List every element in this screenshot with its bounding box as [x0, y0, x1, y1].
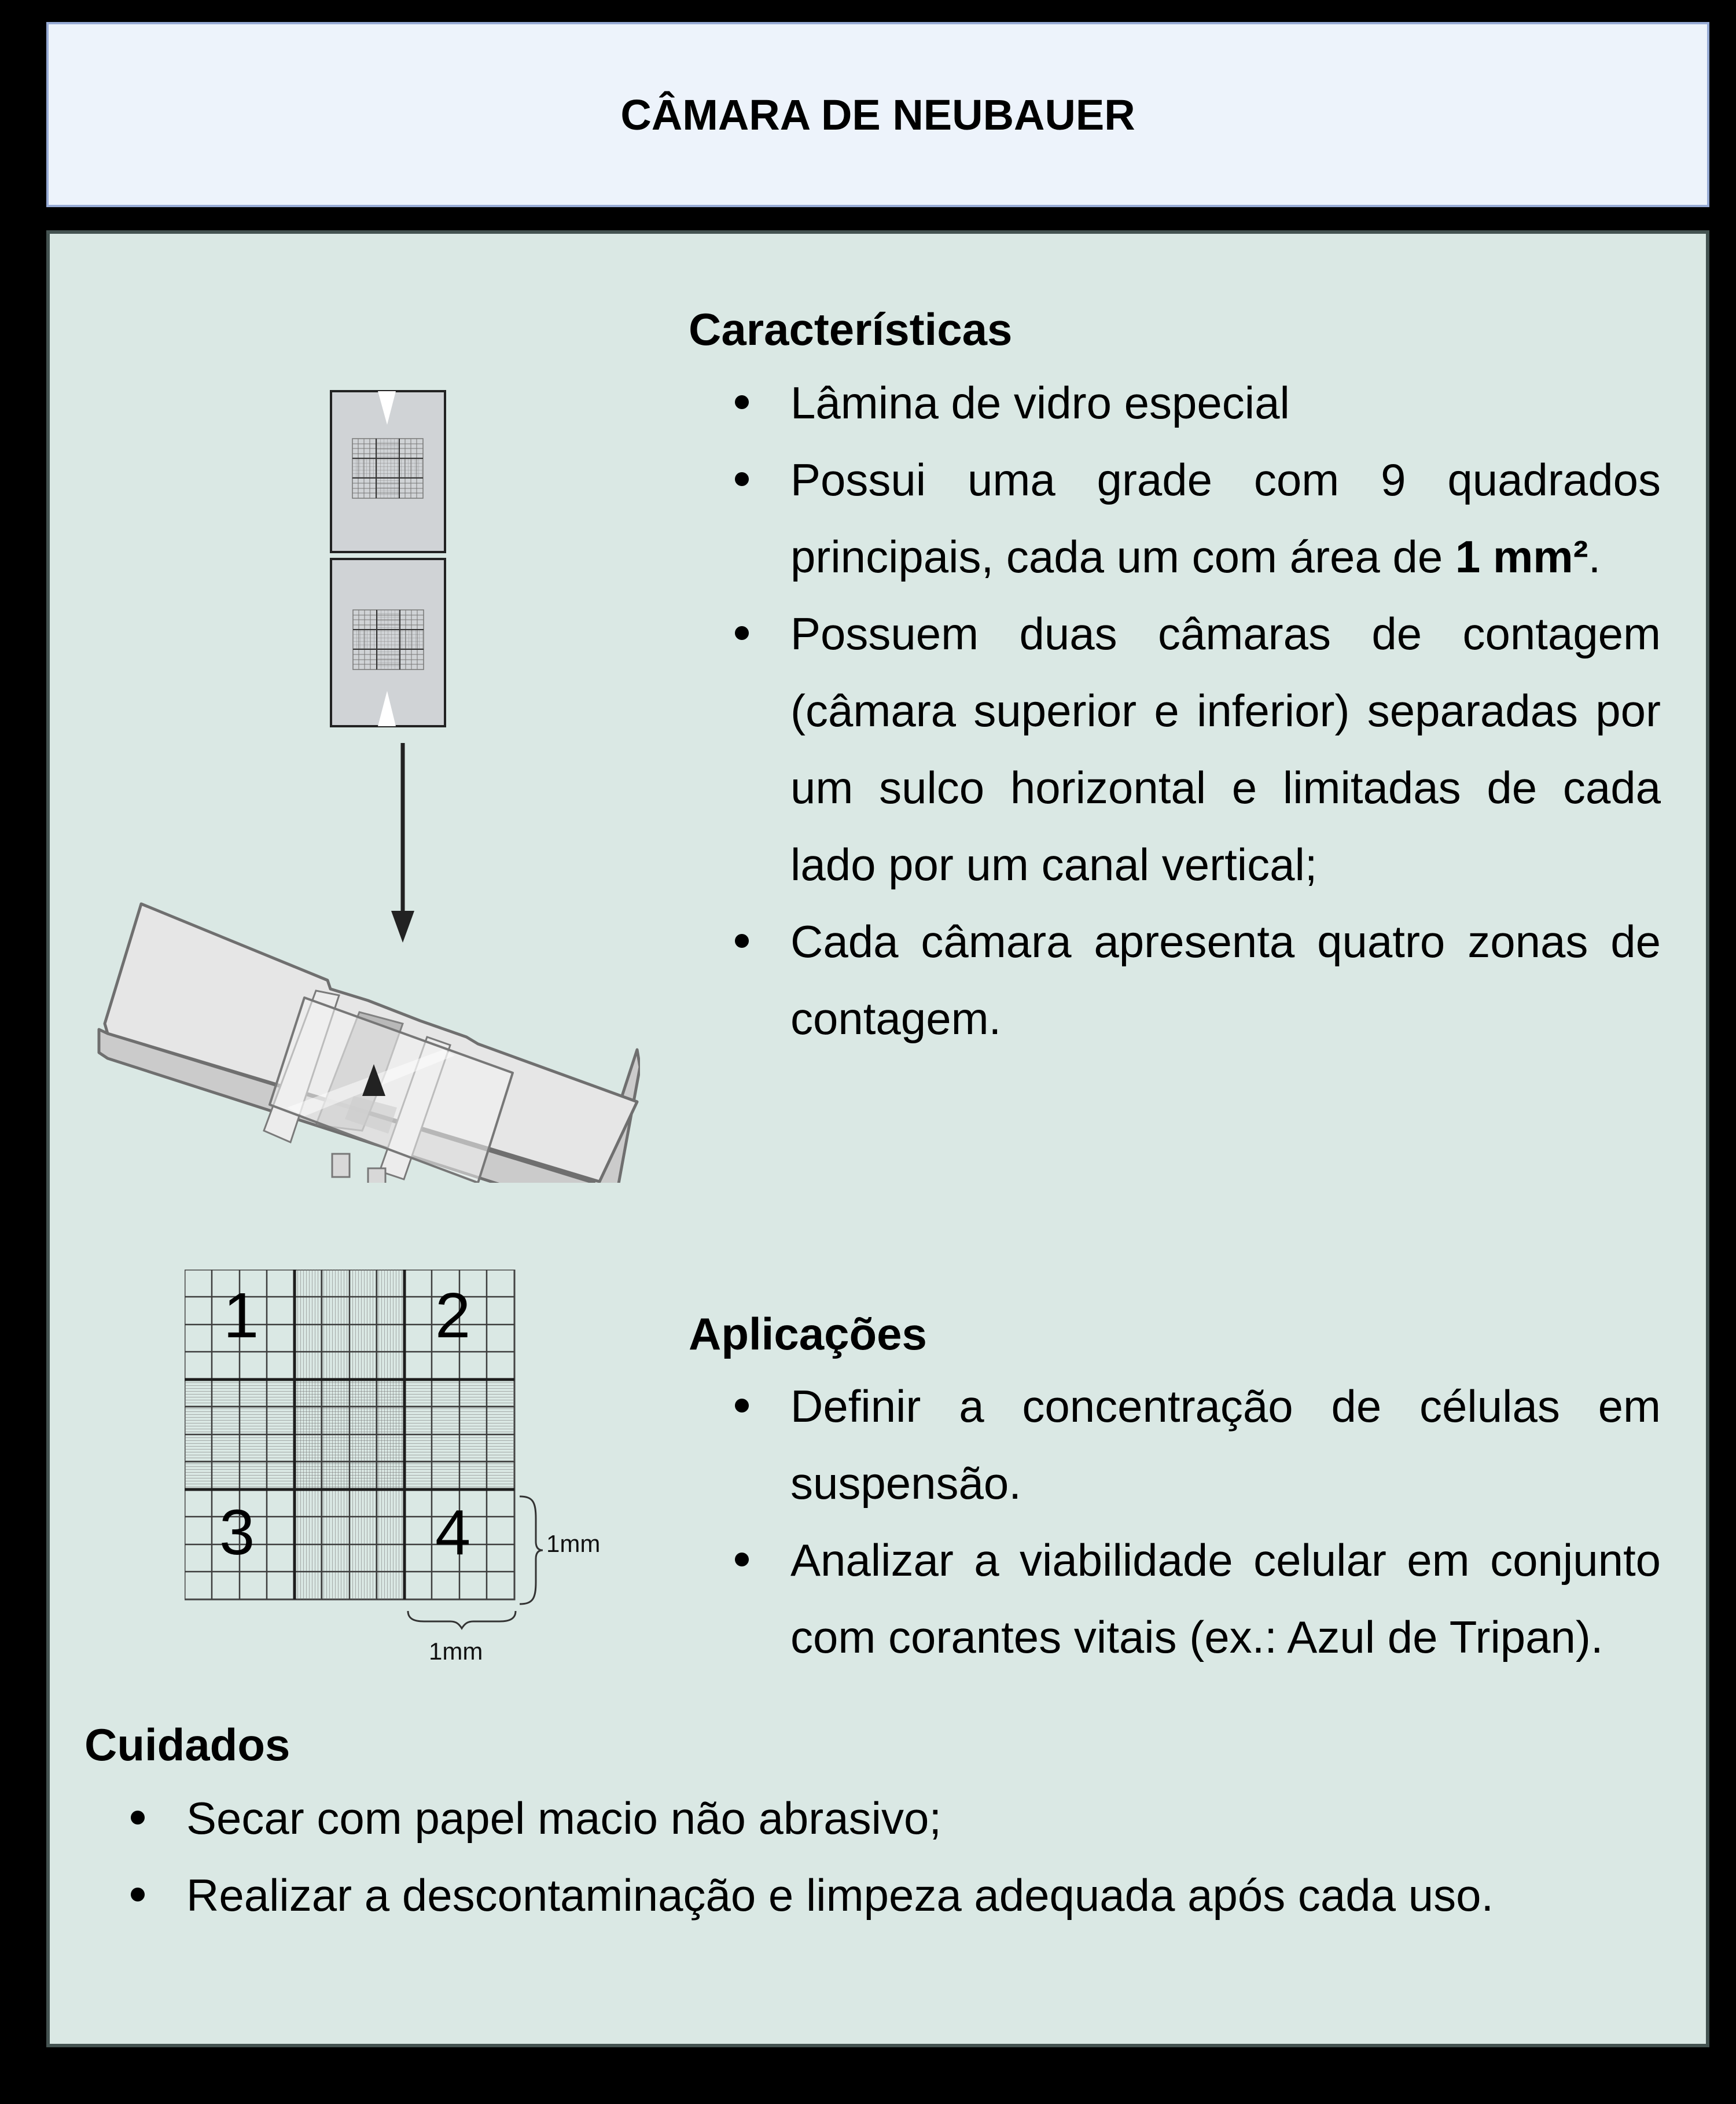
list-item: Possui uma grade com 9 quadrados principais, cada um com área de 1 mm². [689, 442, 1661, 595]
scale-label-vertical: 1mm [546, 1530, 601, 1557]
cuidados-list [84, 1780, 1661, 1934]
list-item: Lâmina de vidro especial [689, 365, 1661, 442]
list-item: Possuem duas câmaras de contagem (câmara superior e inferior) separadas por um sulco horizontal e limitadas de cada lado por um canal vertical; [689, 595, 1661, 903]
caracteristicas-list [689, 365, 1661, 1057]
aplicacoes-list [689, 1368, 1661, 1676]
list-item: Secar com papel macio não abrasivo; [84, 1780, 1661, 1857]
arrow-up-icon [356, 1055, 391, 1252]
grid-label-3: 3 [219, 1497, 255, 1568]
list-item: Definir a concentração de células em suspensão. [689, 1368, 1661, 1522]
grid-label-1: 1 [223, 1280, 259, 1351]
list-item: Cada câmara apresenta quatro zonas de contagem. [689, 903, 1661, 1057]
title-banner [46, 22, 1709, 207]
section-title-cuidados: Cuidados [84, 1719, 290, 1770]
section-title-caracteristicas: Características [689, 304, 1013, 355]
horizontal-brace-icon [407, 1610, 517, 1633]
vertical-brace-icon [518, 1495, 547, 1605]
list-item: Realizar a descontaminação e limpeza adequada após cada uso. [84, 1857, 1661, 1934]
content-panel [46, 230, 1709, 2047]
grid-label-4: 4 [435, 1497, 471, 1568]
list-item: Analizar a viabilidade celular em conjunto com corantes vitais (ex.: Azul de Tripan). [689, 1522, 1661, 1676]
scale-label-horizontal: 1mm [429, 1638, 483, 1665]
grid-label-2: 2 [435, 1280, 471, 1351]
chamber-top-view-illustration [330, 390, 448, 728]
page-title: CÂMARA DE NEUBAUER [620, 90, 1135, 139]
section-title-aplicacoes: Aplicações [689, 1308, 927, 1359]
